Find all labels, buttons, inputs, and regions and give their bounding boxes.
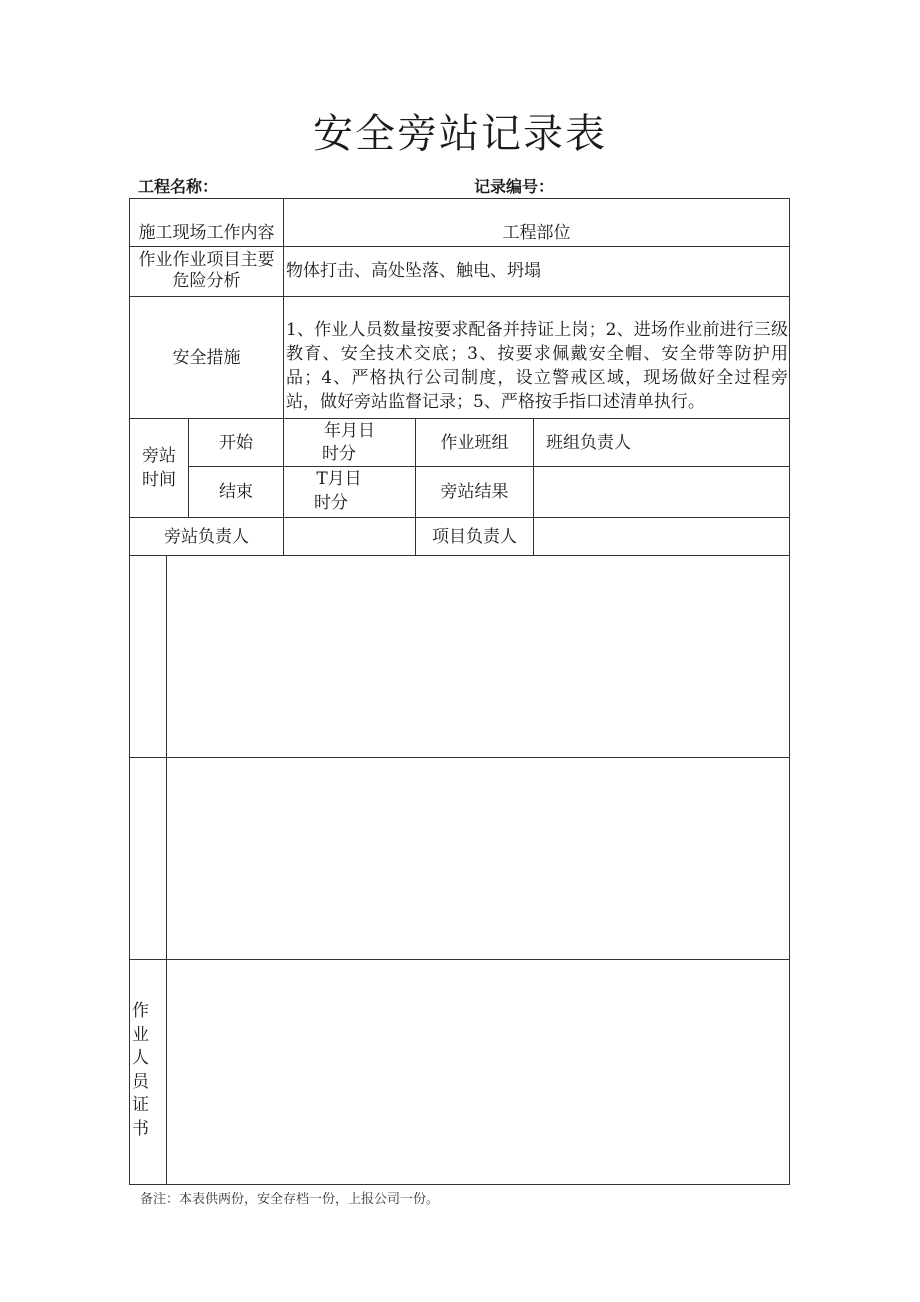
- start-time: 时分: [322, 444, 356, 464]
- work-location-label: 工程部位: [502, 223, 571, 243]
- hazard-label: 作业作业项目主要危险分析: [138, 250, 275, 291]
- end-label: 结束: [219, 482, 253, 502]
- safety-measures-value: 1、作业人员数量按要求配备并持证上岗；2、进场作业前进行三级教育、安全技术交底；3、按要求佩戴安全帽、安全带等防护用品；4、严格执行公司制度，设立警戒区域，现场做好全过程旁站，做好旁站监督记录；5、严格按手指口述清单执行。: [286, 320, 788, 412]
- onsite-person-label: 旁站负责人: [164, 526, 249, 547]
- footnote: 备注：本表供两份，安全存档一份，上报公司一份。: [140, 1192, 440, 1207]
- start-label: 开始: [219, 432, 253, 453]
- end-time: 时分: [314, 493, 348, 513]
- certificate-label: 作业人员证书: [132, 1001, 149, 1139]
- certificate-area[interactable]: [167, 960, 789, 1184]
- team-leader-label: 班组负责人: [546, 432, 631, 453]
- project-leader-label: 项目负责人: [432, 526, 517, 547]
- onsite-result-label: 旁站结果: [440, 482, 509, 502]
- team-label: 作业班组: [440, 432, 509, 453]
- safety-measures-label: 安全措施: [172, 347, 241, 368]
- hazard-value: 物体打击、高处坠落、触电、坍塌: [286, 261, 541, 281]
- start-date: 年月日: [324, 421, 375, 441]
- photo-area-1[interactable]: [167, 556, 789, 757]
- work-content-label: 施工现场工作内容: [138, 223, 275, 243]
- end-date: T月日: [316, 469, 362, 489]
- page-title: 安全旁站记录表: [313, 111, 607, 157]
- record-number-label: 记录编号：: [474, 177, 555, 196]
- project-name-label: 工程名称：: [138, 177, 219, 196]
- onsite-time-label: 旁站时间: [142, 446, 176, 490]
- photo-area-2[interactable]: [167, 758, 789, 959]
